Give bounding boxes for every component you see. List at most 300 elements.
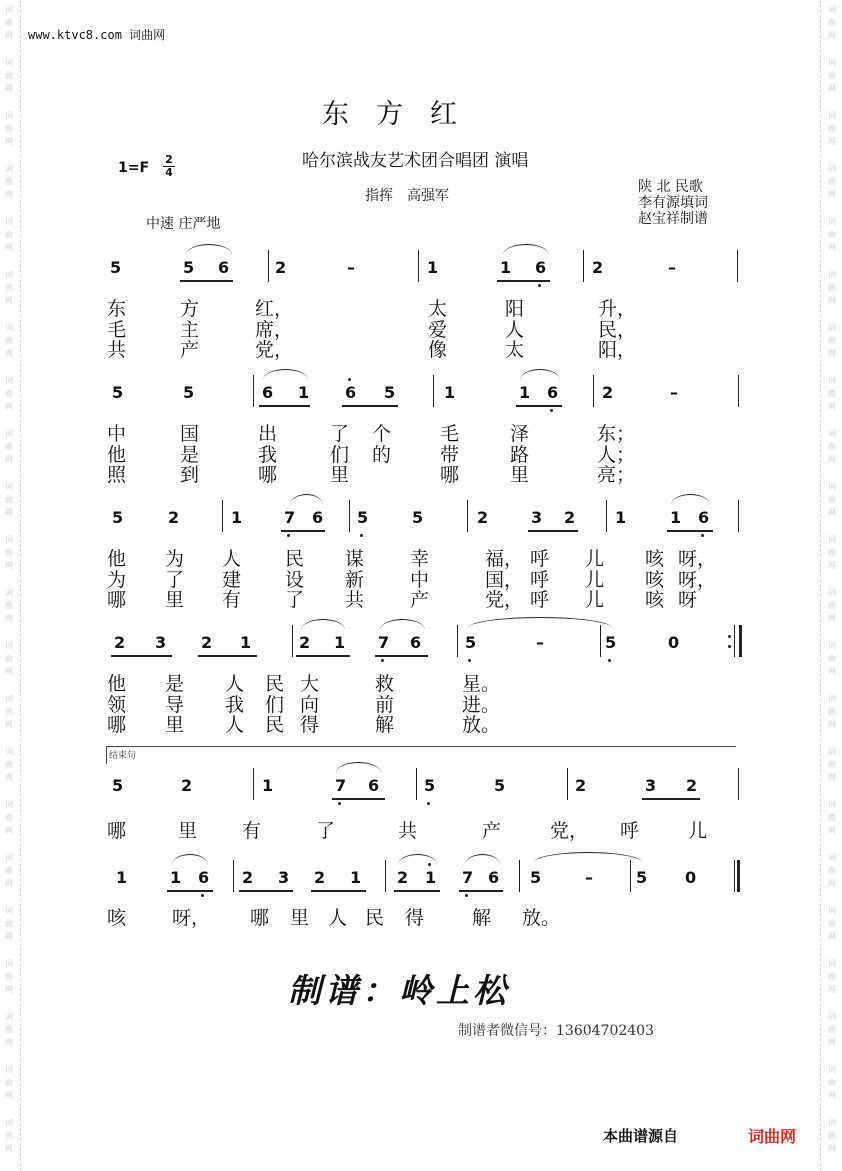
lyric-syllable: 里 — [178, 820, 198, 842]
lyric-syllable: 咳 — [645, 569, 665, 591]
repeat-thin-bar — [734, 625, 735, 657]
lyric-syllable: 带 — [440, 444, 460, 466]
eighth-note-beam — [167, 890, 213, 892]
eighth-note-beam — [239, 890, 293, 892]
note-5: 5 — [183, 258, 195, 277]
watermark-glyph: 网 — [5, 455, 13, 464]
lyric-syllable: 东 — [107, 298, 127, 320]
right-watermark-column — [823, 0, 842, 1171]
note-6: 6 — [698, 508, 710, 527]
lyric-syllable: 党， — [485, 589, 524, 611]
slur — [336, 762, 381, 773]
low-octave-dot — [287, 534, 290, 537]
eighth-note-beam — [259, 405, 310, 407]
bar-line — [433, 375, 434, 407]
note-5: 5 — [465, 633, 477, 652]
watermark-glyph: 词 — [828, 694, 836, 703]
watermark-glyph: 曲 — [828, 177, 836, 186]
note-1: 1 — [427, 258, 439, 277]
note-6: 6 — [312, 508, 324, 527]
note-5: 5 — [112, 508, 124, 527]
slur — [671, 494, 710, 505]
lyric-syllable: 建 — [222, 569, 242, 591]
note-7: 7 — [284, 508, 296, 527]
watermark-glyph: 曲 — [5, 177, 13, 186]
note-3: 3 — [645, 776, 657, 795]
repeat-dot — [728, 635, 731, 638]
watermark-glyph: 词 — [828, 906, 836, 915]
watermark-glyph: 曲 — [5, 866, 13, 875]
note-2: 2 — [299, 633, 311, 652]
bar-line — [600, 625, 601, 657]
note-2: 2 — [592, 258, 604, 277]
note-1: 1 — [231, 508, 243, 527]
note-7: 7 — [378, 633, 390, 652]
lyric-syllable: 哪 — [107, 714, 127, 736]
note-0: 0 — [685, 868, 697, 887]
watermark-glyph: 词 — [828, 959, 836, 968]
watermark-glyph: 网 — [828, 720, 836, 729]
slur — [301, 619, 345, 630]
lyric-syllable: 有 — [242, 820, 262, 842]
bar-line — [385, 860, 386, 892]
slur — [503, 244, 549, 255]
watermark-glyph: 词 — [5, 5, 13, 14]
eighth-note-beam — [342, 405, 398, 407]
watermark-glyph: 网 — [5, 667, 13, 676]
note-1: 1 — [350, 868, 362, 887]
note-2: 2 — [397, 868, 409, 887]
lyric-syllable: 民 — [365, 907, 385, 929]
lyric-syllable: 咳 — [645, 589, 665, 611]
note-1: 1 — [262, 776, 274, 795]
watermark-glyph: 网 — [5, 985, 13, 994]
watermark-glyph: 曲 — [5, 230, 13, 239]
lyric-syllable: 得 — [405, 907, 425, 929]
lyric-syllable: 的 — [372, 444, 392, 466]
watermark-glyph: 曲 — [828, 283, 836, 292]
watermark-glyph: 网 — [5, 31, 13, 40]
lyric-syllable: 人 — [222, 548, 242, 570]
lyric-syllable: 了 — [330, 423, 350, 445]
song-title: 东 方 红 — [322, 99, 457, 130]
eighth-note-beam — [296, 655, 350, 657]
bar-line — [593, 375, 594, 407]
lyric-syllable: 呼 — [530, 589, 550, 611]
lyric-syllable: 呀， — [678, 548, 717, 570]
watermark-glyph: 词 — [828, 1065, 836, 1074]
watermark-glyph: 曲 — [828, 972, 836, 981]
lyric-syllable: 太 — [505, 339, 525, 361]
watermark-glyph: 曲 — [5, 813, 13, 822]
lyric-syllable: 我 — [258, 444, 278, 466]
performer-line: 哈尔滨战友艺术团合唱团 演唱 — [302, 151, 529, 171]
watermark-glyph: 词 — [5, 376, 13, 385]
slur — [533, 852, 643, 863]
note-2: 2 — [686, 776, 698, 795]
watermark-glyph: 网 — [828, 826, 836, 835]
note-2: 2 — [114, 633, 126, 652]
lyric-syllable: 里 — [510, 464, 530, 486]
key-signature: 1=F — [118, 160, 150, 176]
watermark-glyph: 网 — [828, 402, 836, 411]
watermark-glyph: 词 — [828, 376, 836, 385]
note-1: 1 — [519, 383, 531, 402]
watermark-glyph: 曲 — [828, 1025, 836, 1034]
lyric-syllable: 中 — [410, 569, 430, 591]
lyric-syllable: 们 — [265, 694, 285, 716]
watermark-glyph: 曲 — [828, 866, 836, 875]
watermark-glyph: 词 — [828, 58, 836, 67]
bar-line — [583, 250, 584, 282]
note-1: 1 — [170, 868, 182, 887]
credit-arranger: 赵宝祥制谱 — [638, 211, 708, 227]
note-dash: – — [670, 383, 678, 402]
watermark-glyph: 词 — [5, 588, 13, 597]
watermark-glyph: 曲 — [5, 548, 13, 557]
watermark-glyph: 网 — [5, 349, 13, 358]
repeat-dot — [728, 645, 731, 648]
watermark-glyph: 词 — [828, 853, 836, 862]
watermark-glyph: 曲 — [5, 18, 13, 27]
eighth-note-beam — [459, 890, 503, 892]
watermark-glyph: 词 — [828, 5, 836, 14]
bar-line — [567, 768, 568, 800]
watermark-glyph: 曲 — [828, 707, 836, 716]
low-octave-dot — [608, 659, 611, 662]
bar-line — [222, 500, 223, 532]
lyric-syllable: 导 — [165, 694, 185, 716]
bar-line — [738, 500, 739, 532]
bar-line — [233, 860, 234, 892]
lyric-syllable: 个 — [372, 423, 392, 445]
low-octave-dot — [550, 409, 553, 412]
watermark-glyph: 曲 — [828, 813, 836, 822]
slur — [520, 369, 560, 380]
lyric-syllable: 哪 — [107, 589, 127, 611]
watermark-glyph: 曲 — [5, 1078, 13, 1087]
slur — [380, 619, 425, 630]
watermark-glyph: 词 — [828, 1012, 836, 1021]
credits-block — [638, 179, 708, 227]
watermark-glyph: 词 — [5, 58, 13, 67]
eighth-note-beam — [332, 798, 385, 800]
watermark-glyph: 词 — [828, 641, 836, 650]
lyric-syllable: 人 — [505, 319, 525, 341]
watermark-glyph: 词 — [5, 270, 13, 279]
watermark-glyph: 词 — [828, 1118, 836, 1127]
lyric-syllable: 了 — [165, 569, 185, 591]
lyric-syllable: 共 — [345, 589, 365, 611]
eighth-note-beam — [516, 405, 562, 407]
lyric-syllable: 哪 — [258, 464, 278, 486]
watermark-glyph: 网 — [5, 1144, 13, 1153]
watermark-glyph: 词 — [5, 429, 13, 438]
note-7: 7 — [462, 868, 474, 887]
watermark-glyph: 词 — [5, 482, 13, 491]
lyric-syllable: 了 — [285, 589, 305, 611]
lyric-syllable: 为 — [165, 548, 185, 570]
note-1: 1 — [240, 633, 252, 652]
high-octave-dot — [348, 378, 351, 381]
lyric-syllable: 人； — [597, 444, 636, 466]
lyric-syllable: 人 — [225, 673, 245, 695]
lyric-syllable: 向 — [300, 694, 320, 716]
watermark-glyph: 曲 — [5, 972, 13, 981]
watermark-glyph: 曲 — [5, 1131, 13, 1140]
bar-line — [467, 500, 468, 532]
lyric-syllable: 出 — [258, 423, 278, 445]
lyric-syllable: 方 — [180, 298, 200, 320]
note-6: 6 — [488, 868, 500, 887]
note-1: 1 — [615, 508, 627, 527]
lyric-syllable: 到 — [180, 464, 200, 486]
repeat-thick-bar — [739, 625, 742, 657]
watermark-glyph: 词 — [828, 800, 836, 809]
watermark-glyph: 词 — [5, 800, 13, 809]
slur — [468, 617, 612, 628]
note-2: 2 — [602, 383, 614, 402]
note-5: 5 — [424, 776, 436, 795]
lyric-syllable: 像 — [428, 339, 448, 361]
lyric-syllable: 他 — [107, 444, 127, 466]
lyric-syllable: 升， — [598, 298, 637, 320]
watermark-glyph: 词 — [5, 535, 13, 544]
note-2: 2 — [168, 508, 180, 527]
watermark-glyph: 词 — [5, 323, 13, 332]
tempo-marking: 中速 庄严地 — [146, 216, 221, 232]
lyric-syllable: 共 — [107, 339, 127, 361]
lyric-syllable: 里 — [290, 907, 310, 929]
note-2: 2 — [201, 633, 213, 652]
slur — [263, 369, 308, 380]
bar-line — [630, 860, 631, 892]
watermark-glyph: 曲 — [828, 548, 836, 557]
watermark-glyph: 曲 — [5, 601, 13, 610]
lyric-syllable: 哪 — [250, 907, 270, 929]
watermark-glyph: 词 — [5, 641, 13, 650]
watermark-glyph: 曲 — [5, 654, 13, 663]
watermark-glyph: 曲 — [828, 601, 836, 610]
watermark-glyph: 网 — [828, 932, 836, 941]
lyric-syllable: 解 — [472, 907, 492, 929]
watermark-glyph: 曲 — [5, 1025, 13, 1034]
watermark-glyph: 网 — [5, 614, 13, 623]
lyric-syllable: 为 — [107, 569, 127, 591]
lyric-syllable: 党， — [255, 339, 294, 361]
bar-line — [738, 768, 739, 800]
note-5: 5 — [357, 508, 369, 527]
lyric-syllable: 民 — [265, 714, 285, 736]
watermark-glyph: 网 — [5, 508, 13, 517]
watermark-glyph: 曲 — [828, 654, 836, 663]
watermark-glyph: 曲 — [5, 495, 13, 504]
ending-section-label: 结束句 — [109, 751, 137, 761]
watermark-glyph: 曲 — [828, 18, 836, 27]
lyric-syllable: 产 — [410, 589, 430, 611]
lyric-syllable: 他 — [107, 673, 127, 695]
lyric-syllable: 产 — [180, 339, 200, 361]
watermark-glyph: 曲 — [828, 336, 836, 345]
lyric-syllable: 我 — [225, 694, 245, 716]
lyric-syllable: 席， — [255, 319, 294, 341]
bar-line — [519, 860, 520, 892]
watermark-glyph: 网 — [828, 455, 836, 464]
note-6: 6 — [345, 383, 357, 402]
watermark-glyph: 网 — [5, 720, 13, 729]
note-6: 6 — [262, 383, 274, 402]
lyric-syllable: 爱 — [428, 319, 448, 341]
conductor-line: 指挥 高强军 — [365, 188, 449, 204]
note-5: 5 — [112, 776, 124, 795]
watermark-glyph: 曲 — [5, 442, 13, 451]
watermark-glyph: 网 — [5, 1091, 13, 1100]
ending-section-bracket — [106, 746, 107, 764]
watermark-glyph: 词 — [5, 747, 13, 756]
lyric-syllable: 照 — [107, 464, 127, 486]
lyric-syllable: 呀， — [172, 907, 211, 929]
watermark-glyph: 词 — [828, 482, 836, 491]
lyric-syllable: 哪 — [107, 820, 127, 842]
low-octave-dot — [338, 802, 341, 805]
watermark-glyph: 网 — [5, 137, 13, 146]
lyric-syllable: 解 — [375, 714, 395, 736]
eighth-note-beam — [528, 530, 578, 532]
note-5: 5 — [112, 383, 124, 402]
lyric-syllable: 大 — [300, 673, 320, 695]
watermark-glyph: 曲 — [828, 1131, 836, 1140]
watermark-glyph: 词 — [828, 535, 836, 544]
watermark-glyph: 网 — [5, 773, 13, 782]
note-2: 2 — [242, 868, 254, 887]
note-6: 6 — [218, 258, 230, 277]
lyric-syllable: 是 — [165, 673, 185, 695]
bar-line — [418, 250, 419, 282]
note-5: 5 — [412, 508, 424, 527]
watermark-glyph: 网 — [5, 826, 13, 835]
note-5: 5 — [605, 633, 617, 652]
note-2: 2 — [314, 868, 326, 887]
lyric-syllable: 救 — [375, 673, 395, 695]
note-1: 1 — [116, 868, 128, 887]
slur — [290, 494, 323, 505]
watermark-glyph: 网 — [828, 1144, 836, 1153]
watermark-glyph: 词 — [5, 164, 13, 173]
watermark-glyph: 网 — [828, 190, 836, 199]
eighth-note-beam — [311, 890, 366, 892]
watermark-glyph: 网 — [5, 296, 13, 305]
note-1: 1 — [425, 868, 437, 887]
watermark-glyph: 词 — [5, 1118, 13, 1127]
watermark-glyph: 网 — [828, 1038, 836, 1047]
low-octave-dot — [360, 534, 363, 537]
note-5: 5 — [494, 776, 506, 795]
low-octave-dot — [427, 802, 430, 805]
lyric-syllable: 幸 — [410, 548, 430, 570]
watermark-glyph: 词 — [828, 270, 836, 279]
lyric-syllable: 前 — [375, 694, 395, 716]
note-dash: – — [536, 633, 544, 652]
lyric-syllable: 得 — [300, 714, 320, 736]
note-5: 5 — [183, 383, 195, 402]
watermark-glyph: 词 — [5, 217, 13, 226]
eighth-note-beam — [111, 655, 172, 657]
lyric-syllable: 了 — [316, 820, 336, 842]
watermark-glyph: 曲 — [5, 336, 13, 345]
note-6: 6 — [368, 776, 380, 795]
watermark-glyph: 网 — [5, 879, 13, 888]
lyric-syllable: 毛 — [107, 319, 127, 341]
low-octave-dot — [538, 284, 541, 287]
note-1: 1 — [670, 508, 682, 527]
lyric-syllable: 儿 — [585, 548, 605, 570]
lyric-syllable: 共 — [398, 820, 418, 842]
note-dash: – — [585, 868, 593, 887]
watermark-glyph: 词 — [828, 217, 836, 226]
note-1: 1 — [500, 258, 512, 277]
watermark-glyph: 曲 — [828, 1078, 836, 1087]
note-2: 2 — [275, 258, 287, 277]
lyric-syllable: 阳， — [598, 339, 637, 361]
lyric-syllable: 国 — [180, 423, 200, 445]
left-watermark-column — [0, 0, 20, 1171]
watermark-glyph: 网 — [828, 773, 836, 782]
note-6: 6 — [547, 383, 559, 402]
watermark-glyph: 网 — [828, 296, 836, 305]
lyric-syllable: 呀， — [678, 569, 717, 591]
note-dash: – — [347, 258, 355, 277]
lyric-syllable: 阳 — [505, 298, 525, 320]
watermark-glyph: 曲 — [828, 389, 836, 398]
note-2: 2 — [181, 776, 193, 795]
slur — [465, 854, 500, 865]
low-octave-dot — [465, 894, 468, 897]
brand-link[interactable]: 词曲网 — [748, 1127, 797, 1146]
lyric-syllable: 民 — [285, 548, 305, 570]
low-octave-dot — [381, 659, 384, 662]
bar-line — [416, 768, 417, 800]
note-6: 6 — [535, 258, 547, 277]
watermark-glyph: 曲 — [5, 760, 13, 769]
watermark-glyph: 网 — [5, 1038, 13, 1047]
time-signature-top: 2 — [165, 153, 173, 166]
watermark-glyph: 网 — [5, 243, 13, 252]
eighth-note-beam — [198, 655, 257, 657]
maker-signature: 制谱：岭上松 — [288, 971, 510, 1010]
watermark-glyph: 词 — [5, 1065, 13, 1074]
bar-line — [734, 860, 735, 892]
note-6: 6 — [410, 633, 422, 652]
final-bar-thick — [737, 860, 740, 892]
watermark-glyph: 网 — [828, 561, 836, 570]
watermark-glyph: 曲 — [828, 495, 836, 504]
note-2: 2 — [575, 776, 587, 795]
watermark-glyph: 网 — [828, 349, 836, 358]
watermark-glyph: 网 — [5, 561, 13, 570]
watermark-glyph: 词 — [828, 111, 836, 120]
right-margin-line — [820, 0, 822, 1171]
lyric-syllable: 中 — [107, 423, 127, 445]
watermark-glyph: 网 — [828, 1091, 836, 1100]
lyric-syllable: 谋 — [345, 548, 365, 570]
lyric-syllable: 领 — [107, 694, 127, 716]
watermark-glyph: 网 — [828, 985, 836, 994]
watermark-glyph: 网 — [5, 932, 13, 941]
lyric-syllable: 有 — [222, 589, 242, 611]
note-3: 3 — [531, 508, 543, 527]
bar-line — [457, 625, 458, 657]
watermark-glyph: 网 — [828, 879, 836, 888]
